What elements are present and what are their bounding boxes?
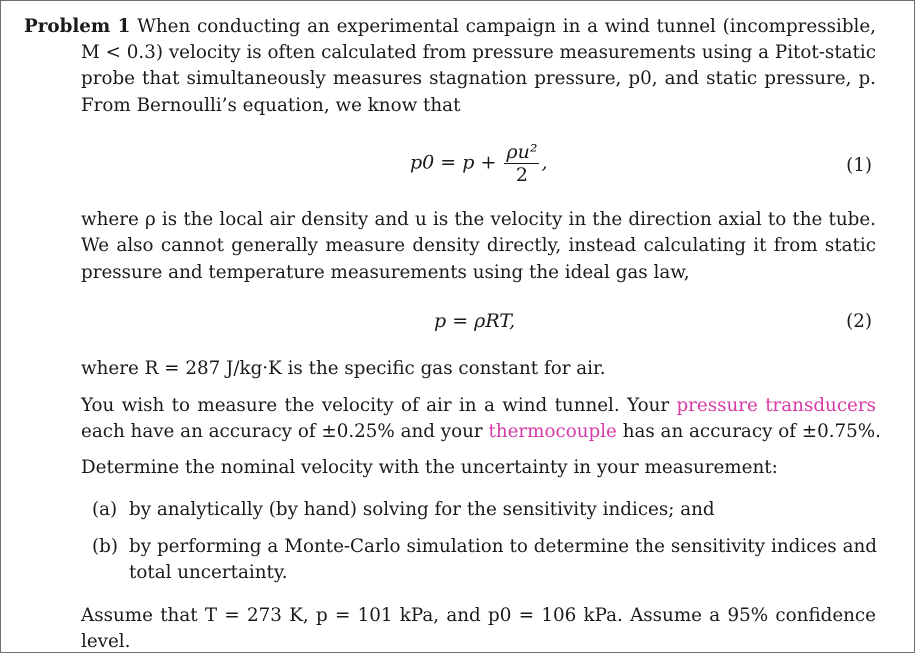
equation-2: p = ρRT, xyxy=(434,310,516,332)
determine-line: Determine the nominal velocity with the uncertainty in your measurement: xyxy=(81,457,778,478)
measure-text-2: each have an accuracy of ±0.25% and your xyxy=(81,421,483,442)
item-b-label: (b) xyxy=(92,536,118,557)
item-a-label: (a) xyxy=(92,499,118,520)
item-b-text-2: total uncertainty. xyxy=(129,562,288,583)
eq1-lhs: p0 = p + xyxy=(410,151,497,174)
measure-text-3: has an accuracy of ±0.75%. xyxy=(622,421,881,442)
pressure-transducers-link[interactable]: pressure transducers xyxy=(676,395,876,416)
eq1-numerator: ρu² xyxy=(506,141,538,163)
after-eq1-line-2: We also cannot generally measure density directly, instead calculating it from static xyxy=(81,235,876,256)
after-eq1-line-1: where ρ is the local air density and u is the velocity in the direction axial to the tube. xyxy=(81,209,876,230)
item-a-text: by analytically (by hand) solving for the sensitivity indices; and xyxy=(129,499,715,520)
intro-line-2: M < 0.3) velocity is often calculated from pressure measurements using a Pitot-static xyxy=(81,42,876,63)
measure-text-1: You wish to measure the velocity of air in a wind tunnel. Your xyxy=(81,395,670,416)
eq1-fraction xyxy=(504,141,539,186)
equation-2-number: (2) xyxy=(846,311,872,332)
eq1-denominator: 2 xyxy=(515,164,528,186)
eq1-trail: , xyxy=(541,151,548,174)
gas-constant-line: where R = 287 J/kg·K is the specific gas constant for air. xyxy=(81,358,606,379)
intro-text-1: When conducting an experimental campaign in a wind tunnel (incompressible, xyxy=(137,16,876,37)
measure-line-2 xyxy=(81,420,881,444)
thermocouple-link[interactable]: thermocouple xyxy=(488,421,617,442)
intro-line-3: probe that simultaneously measures stagnation pressure, p0, and static pressure, p. xyxy=(81,68,876,89)
measure-line-1 xyxy=(81,394,876,418)
after-eq1-line-3: pressure and temperature measurements using the ideal gas law, xyxy=(81,262,690,283)
assume-line-1: Assume that T = 273 K, p = 101 kPa, and p0 = 106 kPa. Assume a 95% confidence xyxy=(81,605,876,626)
intro-line-1 xyxy=(24,15,876,39)
assume-line-2: level. xyxy=(81,631,131,652)
problem-label: Problem 1 xyxy=(24,16,131,37)
intro-line-4: From Bernoulli’s equation, we know that xyxy=(81,95,461,116)
equation-1-number: (1) xyxy=(846,155,872,176)
item-b-text-1: by performing a Monte-Carlo simulation to determine the sensitivity indices and xyxy=(129,536,877,557)
equation-1 xyxy=(410,141,548,186)
